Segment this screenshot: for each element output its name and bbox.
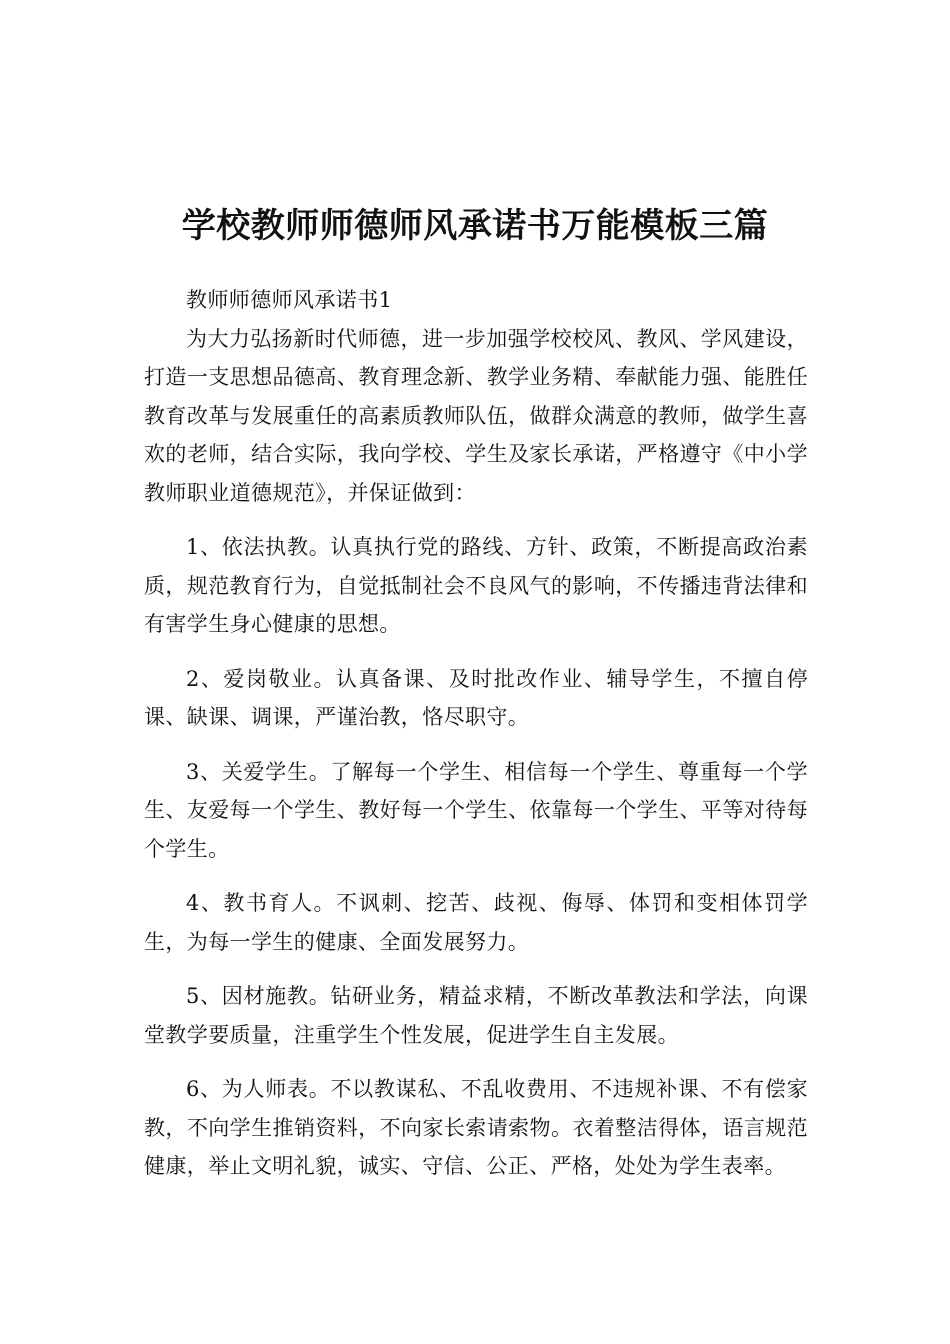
pledge-item-2: 2、爱岗敬业。认真备课、及时批改作业、辅导学生，不擅自停课、缺课、调课，严谨治教，恪尽职守。 — [144, 666, 808, 729]
pledge-item-4: 4、教书育人。不讽刺、挖苦、歧视、侮辱、体罚和变相体罚学生，为每一学生的健康、全面发展努力。 — [144, 891, 808, 954]
intro-paragraph: 为大力弘扬新时代师德，进一步加强学校校风、教风、学风建设，打造一支思想品德高、教育理念新、教学业务精、奉献能力强、能胜任教育改革与发展重任的高素质教师队伍，做群众满意的教师，做学生喜欢的老师，结合实际，我向学校、学生及家长承诺，严格遵守《中小学教师职业道德规范》，并保证做到： — [144, 326, 808, 505]
document-title: 学校教师师德师风承诺书万能模板三篇 — [181, 206, 769, 246]
pledge-item-3: 3、关爱学生。了解每一个学生、相信每一个学生、尊重每一个学生、友爱每一个学生、教好每一个学生、依靠每一个学生、平等对待每个学生。 — [144, 759, 808, 861]
pledge-item-1: 1、依法执教。认真执行党的路线、方针、政策，不断提高政治素质，规范教育行为，自觉抵制社会不良风气的影响，不传播违背法律和有害学生身心健康的思想。 — [144, 535, 808, 636]
pledge-item-5: 5、因材施教。钻研业务，精益求精，不断改革教法和学法，向课堂教学要质量，注重学生个性发展，促进学生自主发展。 — [144, 984, 808, 1047]
document-body — [144, 281, 808, 1202]
pledge-item-6: 6、为人师表。不以教谋私、不乱收费用、不违规补课、不有偿家教，不向学生推销资料，不向家长索请索物。衣着整洁得体，语言规范健康，举止文明礼貌，诚实、守信、公正、严格，处处为学生表率。 — [144, 1077, 808, 1178]
section-heading: 教师师德师风承诺书1 — [186, 288, 393, 312]
